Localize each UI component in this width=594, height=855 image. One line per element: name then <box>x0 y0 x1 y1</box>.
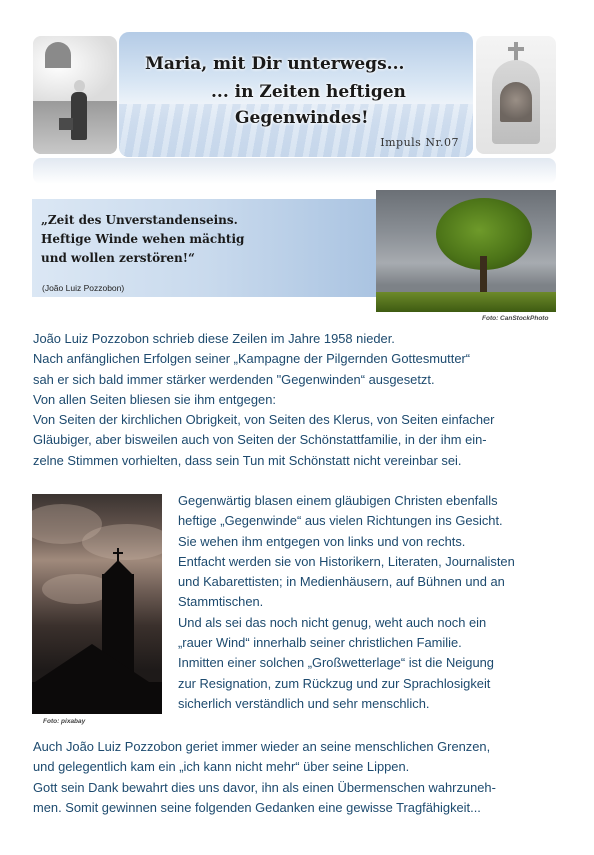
text-line: Nach anfänglichen Erfolgen seiner „Kampagne der Pilgernden Gottesmutter“ <box>33 351 471 367</box>
text-line: Stammtischen. <box>178 594 264 610</box>
text-line: men. Somit gewinnen seine folgenden Gedanken eine gewisse Tragfähigkeit... <box>33 799 481 815</box>
header-banner <box>119 32 473 157</box>
church-photo <box>32 494 162 714</box>
text-line: sah er sich bald immer stärker werdenden "Gegenwinden“ ausgesetzt. <box>33 371 435 387</box>
text-line: sicherlich verständlich und sehr menschlich. <box>178 695 430 711</box>
quote-box <box>32 199 382 297</box>
header-title-line1: Maria, mit Dir unterwegs... <box>145 54 405 74</box>
text-line: zelne Stimmen vorhielten, dass sein Tun mit Schönstatt nicht vereinbar sei. <box>33 452 462 468</box>
text-line: Gläubiger, aber bisweilen auch von Seiten der Schönstattfamilie, in der ihm ein- <box>33 432 487 448</box>
text-line: Von Seiten der kirchlichen Obrigkeit, von Seiten des Klerus, von Seiten einfacher <box>33 412 495 428</box>
text-line: Entfacht werden sie von Historikern, Literaten, Journalisten <box>178 553 515 569</box>
text-line: João Luiz Pozzobon schrieb diese Zeilen im Jahre 1958 nieder. <box>33 331 395 346</box>
text-line: Gegenwärtig blasen einem gläubigen Christen ebenfalls <box>178 493 498 508</box>
quote-text <box>41 211 244 268</box>
quote-line: und wollen zerstören!“ <box>41 251 195 265</box>
text-line: und gelegentlich kam ein „ich kann nicht mehr“ über seine Lippen. <box>33 759 410 775</box>
text-line: heftige „Gegenwinde“ aus vielen Richtungen ins Gesicht. <box>178 513 503 529</box>
text-line: Sie wehen ihm entgegen von links und von rechts. <box>178 533 466 549</box>
paragraph-present <box>178 491 515 714</box>
quote-line: Heftige Winde wehen mächtig <box>41 232 245 246</box>
quote-line: „Zeit des Unverstandenseins. <box>41 213 238 227</box>
text-line: Inmitten einer solchen „Großwetterlage“ ist die Neigung <box>178 655 494 671</box>
text-line: Und als sei das noch nicht genug, weht auch noch ein <box>178 614 487 630</box>
impuls-number: Impuls Nr.07 <box>380 136 459 149</box>
photo-credit-church: Foto: pixabay <box>43 718 86 725</box>
paragraph-intro <box>33 329 494 471</box>
text-line: und Kabarettisten; in Medienhäusern, auf Bühnen und an <box>178 574 505 590</box>
header-title-line3: Gegenwindes! <box>235 108 369 128</box>
text-line: „rauer Wind“ innerhalb seiner christlichen Familie. <box>178 635 462 651</box>
text-line: Von allen Seiten bliesen sie ihm entgegen: <box>33 391 276 407</box>
photo-credit-tree: Foto: CanStockPhoto <box>482 315 549 322</box>
text-line: Gott sein Dank bewahrt dies uns davor, ihn als einen Übermenschen wahrzuneh- <box>33 779 496 795</box>
text-line: zur Resignation, zum Rückzug und zur Sprachlosigkeit <box>178 675 491 691</box>
tree-photo <box>376 190 556 312</box>
header-photo-shrine <box>476 36 556 154</box>
header-reflection <box>33 158 556 184</box>
quote-author: (João Luiz Pozzobon) <box>42 283 125 293</box>
header-title-line2: ... in Zeiten heftigen <box>211 82 406 102</box>
paragraph-closing <box>33 737 496 818</box>
text-line: Auch João Luiz Pozzobon geriet immer wieder an seine menschlichen Grenzen, <box>33 739 491 754</box>
header-photo-pilgrim <box>33 36 117 154</box>
